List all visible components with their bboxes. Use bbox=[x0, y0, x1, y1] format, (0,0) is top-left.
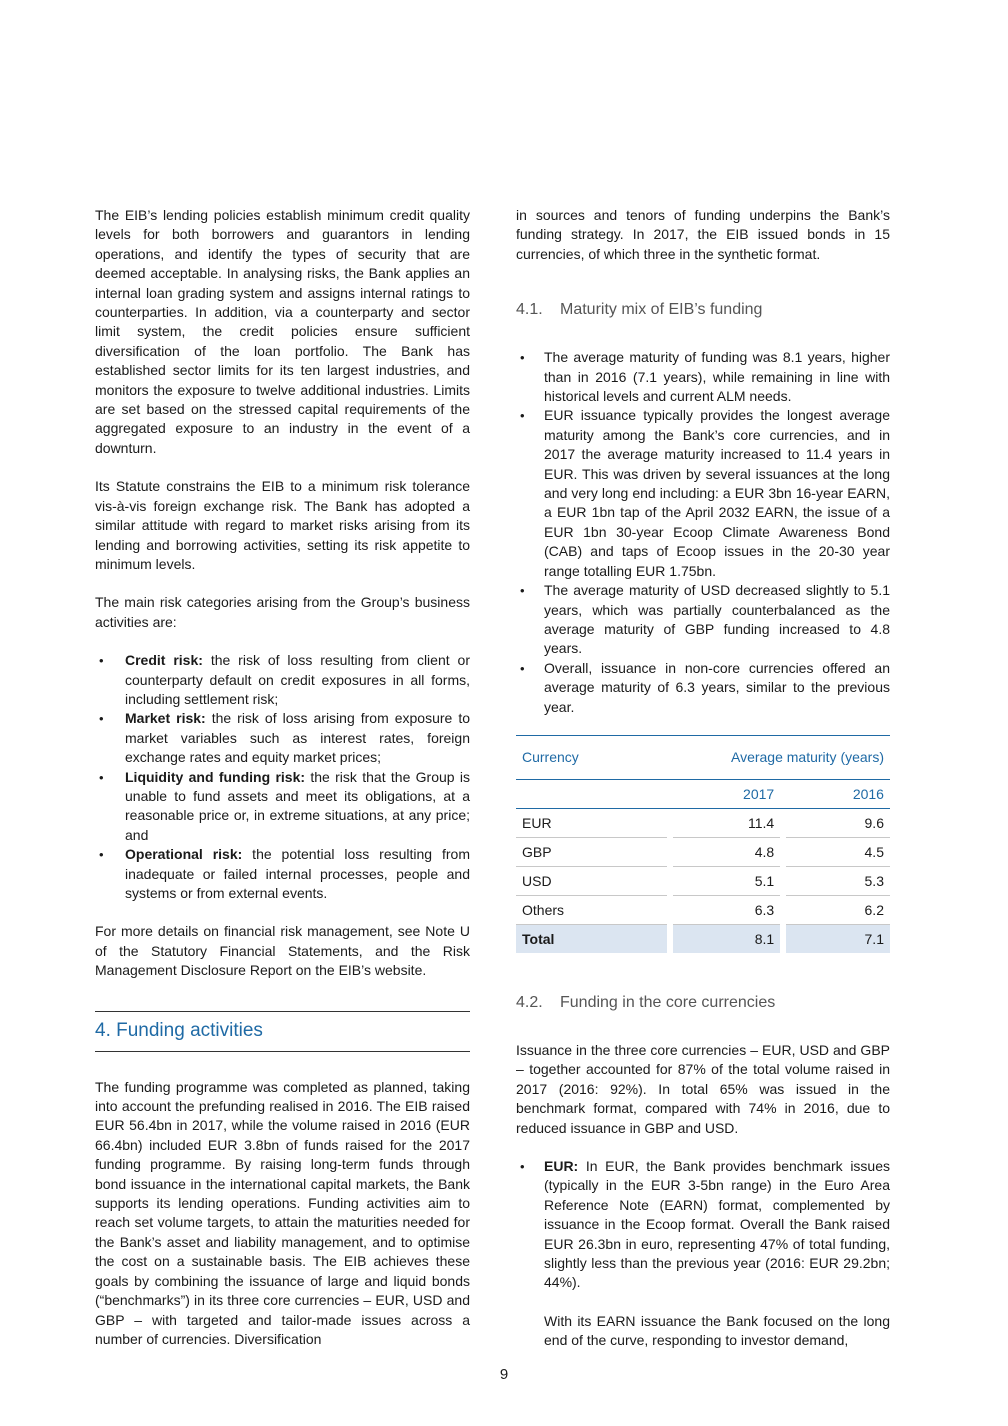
column-header-currency: Currency bbox=[522, 748, 579, 765]
cell-currency: GBP bbox=[516, 838, 667, 867]
maturity-bullet-list bbox=[516, 348, 890, 717]
left-column bbox=[95, 206, 470, 1349]
list-item bbox=[95, 709, 470, 767]
table-header bbox=[516, 736, 890, 780]
cell-2016: 6.2 bbox=[786, 896, 890, 925]
right-column bbox=[516, 206, 890, 1351]
paragraph-funding-programme: The funding programme was completed as planned, taking into account the prefunding realised in 2016. The EIB raised EUR 56.4bn in 2017, while the volume raised in 2016 (EUR 66.4bn) included EUR 3.8bn of funds raised for the 2017 funding programme. By raising long-term funds through bond issuance in the international capital markets, the Bank supports its lending operations. Funding activities aim to reach set volume targets, to attain the maturities needed for the Bank’s asset and liability management, and to optimise the cost on a sustainable basis. The EIB achieves these goals by combining the issuance of large and liquid bonds (“benchmarks”) in its three core currencies – EUR, USD and GBP – with targeted and tailor-made issues across a number of currencies. Diversification bbox=[95, 1078, 470, 1347]
cell-total-2017: 8.1 bbox=[673, 925, 781, 953]
cell-currency: USD bbox=[516, 867, 667, 896]
eur-bullet-list bbox=[516, 1157, 890, 1293]
page-number: 9 bbox=[499, 1366, 509, 1383]
subsection-number: 4.1. bbox=[516, 301, 543, 319]
risk-term: Liquidity and funding risk: bbox=[125, 768, 306, 785]
column-header-2016: 2016 bbox=[852, 785, 884, 802]
paragraph-statute: Its Statute constrains the EIB to a minimum risk tolerance vis-à-vis foreign exchange risk. The Bank has adopted a similar attitude with regard to market risks arising from its lending and borrowing activities, setting its risk appetite to minimum levels. bbox=[95, 478, 470, 572]
list-item: • Overall, issuance in non-core currencies offered an average maturity of 6.3 years, similar to the previous year. bbox=[516, 659, 890, 717]
column-header-2017: 2017 bbox=[743, 785, 775, 802]
table-year-header bbox=[516, 780, 890, 809]
list-item bbox=[95, 651, 470, 709]
list-item bbox=[95, 768, 470, 846]
cell-currency: Others bbox=[516, 896, 667, 925]
subsection-title-maturity bbox=[516, 300, 890, 320]
table-total-row bbox=[516, 925, 890, 953]
subsection-title-core-currencies bbox=[516, 993, 890, 1013]
maturity-table bbox=[516, 735, 890, 953]
subsection-number: 4.2. bbox=[516, 993, 543, 1011]
cell-2016: 5.3 bbox=[786, 867, 890, 896]
risk-text: the risk that the Group is unable to fund assets and meet its obligations, at a reasonable price or, in extreme situations, at any price; and bbox=[125, 768, 471, 843]
list-item: • EUR issuance typically provides the longest average maturity among the Bank’s core currencies, and in 2017 the average maturity increased to 11.4 years in EUR. This was driven by several issuances at the long and very long end including: a EUR 3bn 16-year EARN, a EUR 1bn tap of the April 2032 EARN, the issue of a EUR 1bn 30-year Ecoop Climate Awareness Bond (CAB) and taps of Ecoop issues in the 20-30 year range totalling EUR 1.75bn. bbox=[516, 406, 890, 581]
cell-2017: 6.3 bbox=[673, 896, 781, 925]
risk-text: the risk of loss arising from exposure to market variables such as interest rates, foreign exchange rates and equity market prices; bbox=[125, 710, 470, 766]
column-header-maturity: Average maturity (years) bbox=[730, 748, 884, 765]
paragraph-credit-policies: The EIB’s lending policies establish minimum credit quality levels for both borrowers and guarantors in lending operations, and identify the types of security that are deemed acceptable. In analysing risks, the Bank applies an internal loan grading system and assigns internal ratings to counterparties. In addition, via a counterparty and sector limit system, the credit policies ensure sufficient diversification of the loan portfolio. The Bank has established sector limits for its ten largest industries, and monitors the exposure to twelve additional industries. Limits are set based on the stressed capital requirements of the aggregated exposure to an industry in the event of a downturn. bbox=[95, 207, 470, 456]
list-item bbox=[95, 845, 470, 903]
cell-2016: 9.6 bbox=[786, 809, 890, 838]
paragraph-diversification: in sources and tenors of funding underpins the Bank’s funding strategy. In 2017, the EIB issued bonds in 15 currencies, of which three in the synthetic format. bbox=[516, 207, 890, 262]
empty-cell bbox=[516, 780, 667, 808]
cell-total-label: Total bbox=[516, 925, 667, 953]
paragraph-earn-issuance: With its EARN issuance the Bank focused on the long end of the curve, responding to investor demand, bbox=[544, 1312, 890, 1349]
list-item bbox=[516, 1157, 890, 1293]
section-title-funding: 4. Funding activities bbox=[95, 1011, 470, 1052]
risk-text: the risk of loss resulting from client or counterparty default on credit exposures in all forms, including settlement risk; bbox=[125, 652, 470, 707]
cell-2016: 4.5 bbox=[786, 838, 890, 867]
cell-2017: 5.1 bbox=[673, 867, 781, 896]
cell-total-2016: 7.1 bbox=[786, 925, 890, 953]
list-item: • The average maturity of funding was 8.1 years, higher than in 2016 (7.1 years), while remaining in line with historical levels and current ALM needs. bbox=[516, 348, 890, 406]
cell-2017: 11.4 bbox=[673, 809, 781, 838]
risk-term: Market risk: bbox=[125, 710, 206, 727]
cell-currency: EUR bbox=[516, 809, 667, 838]
cell-2017: 4.8 bbox=[673, 838, 781, 867]
subsection-label: Funding in the core currencies bbox=[560, 993, 776, 1011]
list-item: • The average maturity of USD decreased slightly to 5.1 years, which was partially counterbalanced as the average maturity of GBP funding increased to 4.8 years. bbox=[516, 581, 890, 659]
paragraph-more-details: For more details on financial risk management, see Note U of the Statutory Financial Statements, and the Risk Management Disclosure Report on the EIB’s website. bbox=[95, 923, 470, 979]
paragraph-core-currencies: Issuance in the three core currencies – EUR, USD and GBP – together accounted for 87% of the total volume raised in 2017 (2016: 92%). In total 65% was issued in the benchmark format, compared with 74% in 2016, due to reduced issuance in GBP and USD. bbox=[516, 1041, 890, 1136]
risk-list bbox=[95, 651, 470, 903]
table-row bbox=[516, 838, 890, 867]
table-row bbox=[516, 809, 890, 838]
table-row bbox=[516, 867, 890, 896]
eur-term: EUR: bbox=[544, 1157, 579, 1174]
risk-term: Credit risk: bbox=[125, 652, 203, 669]
subsection-label: Maturity mix of EIB’s funding bbox=[560, 301, 763, 319]
risk-text: the potential loss resulting from inadequate or failed internal processes, people and systems or from external events. bbox=[125, 846, 471, 901]
eur-text: In EUR, the Bank provides benchmark issues (typically in the EUR 3-5bn range) in the Euro Area Reference Note (EARN) format, complemented by issuance in the Ecoop format. Overall the Bank raised EUR 26.3bn in euro, representing 47% of total funding, slightly less than the previous year (2016: EUR 29.2bn; 44%). bbox=[544, 1157, 890, 1291]
table-row bbox=[516, 896, 890, 925]
paragraph-risk-categories: The main risk categories arising from the Group’s business activities are: bbox=[95, 594, 470, 630]
risk-term: Operational risk: bbox=[125, 846, 243, 863]
